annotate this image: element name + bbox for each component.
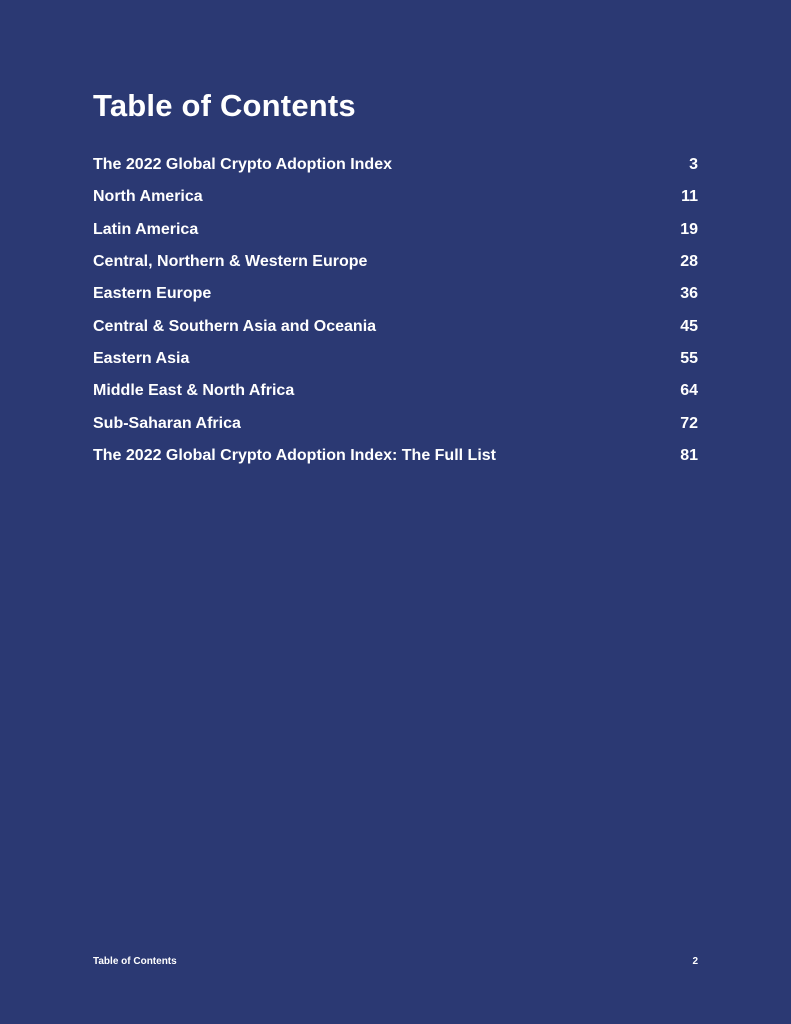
toc-entry-title: The 2022 Global Crypto Adoption Index	[93, 156, 392, 174]
toc-entry-page-number: 81	[680, 446, 698, 464]
toc-entry-title: Eastern Asia	[93, 349, 190, 367]
toc-entry[interactable]	[93, 149, 698, 181]
toc-entry-title: Middle East & North Africa	[93, 382, 295, 400]
footer-section-label: Table of Contents	[93, 956, 177, 967]
toc-entry-title: Eastern Europe	[93, 285, 212, 303]
toc-entry-title: Central, Northern & Western Europe	[93, 253, 368, 271]
toc-entry[interactable]	[93, 440, 698, 472]
toc-entry[interactable]	[93, 375, 698, 407]
toc-entry-page-number: 3	[689, 156, 698, 174]
toc-entry[interactable]	[93, 310, 698, 342]
toc-entry-title: Sub-Saharan Africa	[93, 414, 241, 432]
toc-entry-page-number: 55	[680, 349, 698, 367]
page-title: Table of Contents	[93, 88, 356, 123]
toc-entry[interactable]	[93, 214, 698, 246]
toc-entry[interactable]	[93, 407, 698, 439]
toc-entry-page-number: 28	[680, 253, 698, 271]
table-of-contents-list	[93, 149, 698, 472]
toc-entry[interactable]	[93, 246, 698, 278]
toc-entry-page-number: 72	[680, 414, 698, 432]
toc-entry-page-number: 64	[680, 382, 698, 400]
toc-entry-title: North America	[93, 188, 203, 206]
toc-entry-title: The 2022 Global Crypto Adoption Index: The Full List	[93, 446, 496, 464]
toc-entry-page-number: 36	[680, 285, 698, 303]
toc-entry-page-number: 11	[681, 188, 698, 206]
footer-page-number: 2	[692, 956, 698, 967]
toc-entry[interactable]	[93, 278, 698, 310]
toc-entry[interactable]	[93, 343, 698, 375]
toc-entry-title: Central & Southern Asia and Oceania	[93, 317, 377, 335]
toc-entry-page-number: 19	[680, 220, 698, 238]
page-footer	[93, 955, 698, 969]
toc-entry[interactable]	[93, 181, 698, 213]
toc-entry-title: Latin America	[93, 220, 199, 238]
toc-entry-page-number: 45	[680, 317, 698, 335]
